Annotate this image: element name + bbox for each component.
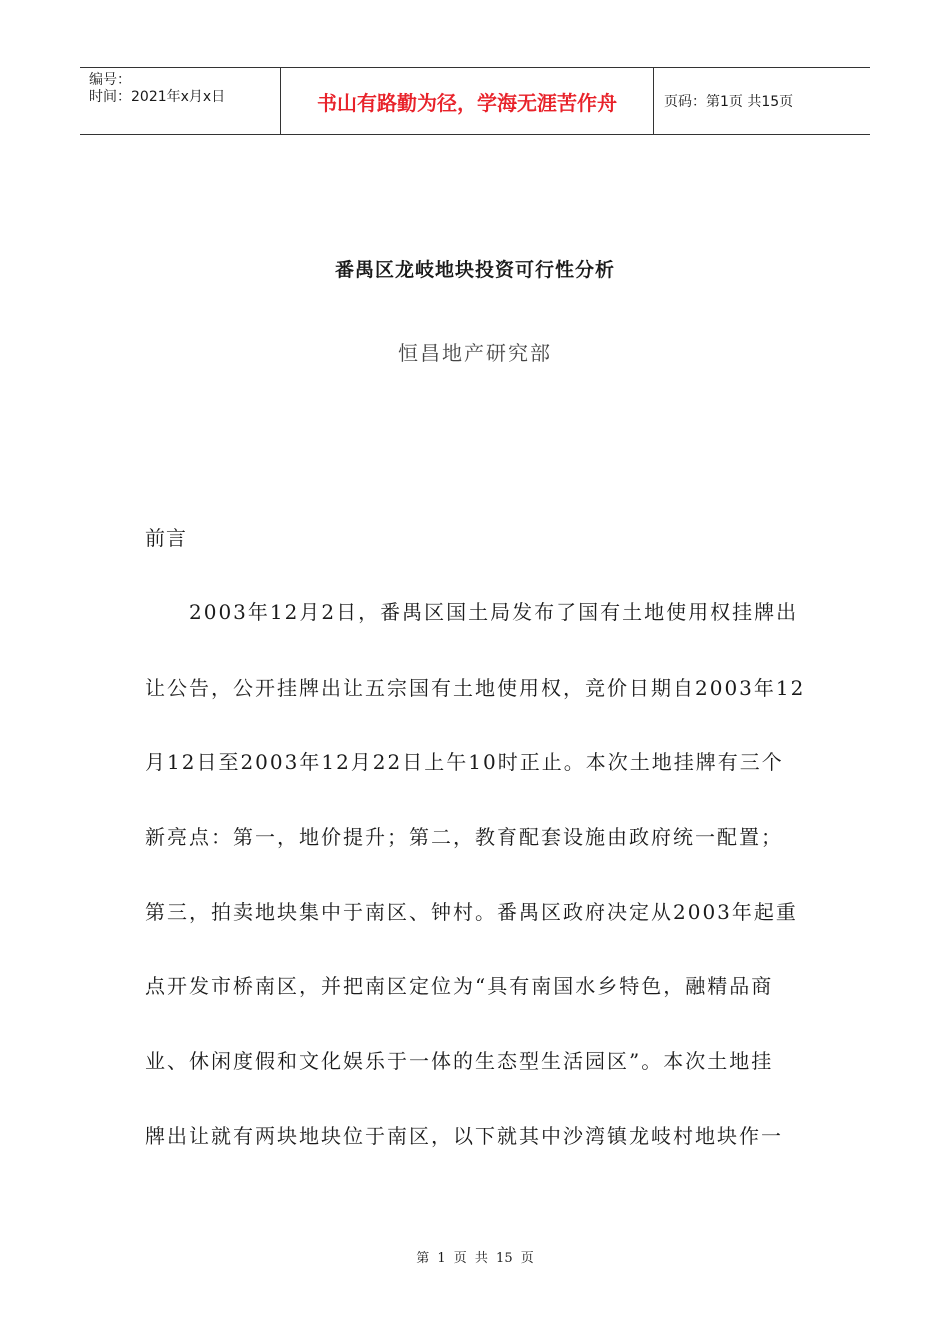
page-footer: 第 1 页 共 15 页	[416, 1251, 534, 1266]
document-department: 恒昌地产研究部	[398, 341, 552, 365]
body-line: 让公告，公开挂牌出让五宗国有土地使用权，竞价日期自2003年12	[145, 676, 806, 700]
body-line: 牌出让就有两块地块位于南区，以下就其中沙湾镇龙岐村地块作一	[145, 1124, 783, 1148]
document-title: 番禺区龙岐地块投资可行性分析	[334, 259, 615, 281]
header-meta-cell	[80, 68, 281, 134]
body-line: 业、休闲度假和文化娱乐于一体的生态型生活园区”。本次土地挂	[145, 1049, 774, 1073]
section-heading: 前言	[145, 526, 187, 550]
date-label: 时间：2021年x月x日	[89, 89, 226, 105]
header-page-info: 页码：第1页 共15页	[664, 94, 794, 110]
body-line: 新亮点：第一，地价提升；第二，教育配套设施由政府统一配置；	[145, 825, 783, 849]
doc-number-label: 编号：	[89, 72, 131, 88]
body-line: 点开发市桥南区，并把南区定位为“具有南国水乡特色，融精品商	[145, 974, 774, 998]
body-line: 2003年12月2日，番禺区国土局发布了国有土地使用权挂牌出	[145, 600, 799, 624]
page-header	[80, 67, 870, 135]
body-line: 月12日至2003年12月22日上午10时正止。本次土地挂牌有三个	[145, 750, 784, 774]
body-line: 第三，拍卖地块集中于南区、钟村。番禺区政府决定从2003年起重	[145, 900, 798, 924]
header-motto: 书山有路勤为径，学海无涯苦作舟	[281, 68, 654, 134]
